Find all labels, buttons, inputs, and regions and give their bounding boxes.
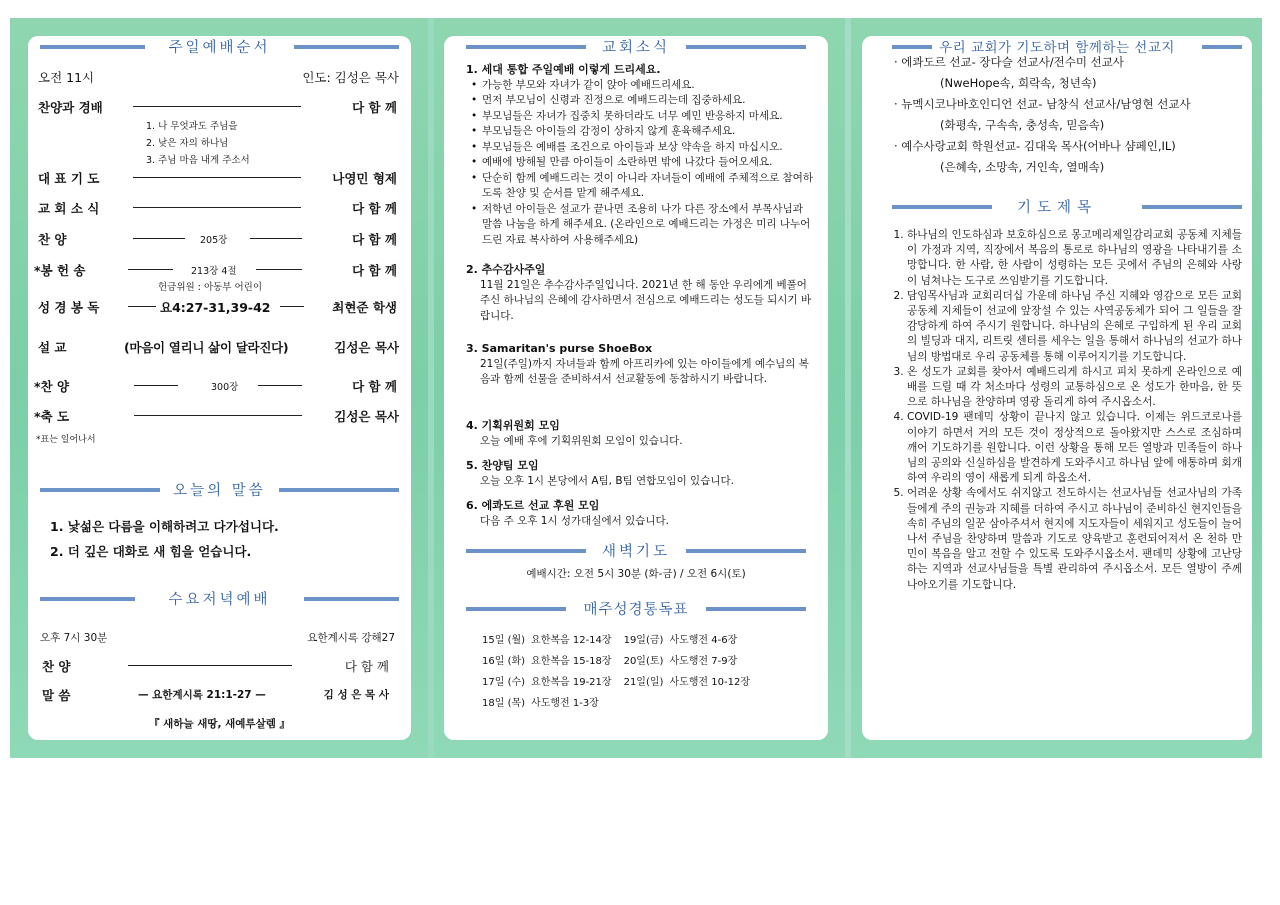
word-item: 1. 낯섦은 다름을 이해하려고 다가섭니다. [50, 519, 279, 534]
news-item: 3. Samaritan's purse ShoeBox 21일(주일)까지 자녀들과 함께 아프리카에 있는 아이들에게 예수님의 복음과 함께 선물을 준비하셔서 선교활동에 동참하시기 바랍니다. [466, 342, 809, 385]
evening-series: 요한계시록 강해27 [307, 632, 395, 644]
table-row: 15일 (월) 요한복음 12-14장 19일(금) 사도행전 4-6장 [482, 634, 738, 646]
song-list-item: 2. 낮은 자의 하나님 [146, 138, 229, 149]
prayer-list [894, 228, 1242, 593]
dawn-header [444, 540, 828, 560]
news-title: 교회소식 [596, 40, 676, 56]
song-list-item: 1. 나 무엇과도 주님을 [146, 121, 238, 132]
worship-order-title: 주일예배순서 [162, 40, 276, 56]
evening-header [28, 588, 411, 608]
worship-order-header [28, 36, 411, 56]
word-header [28, 479, 411, 499]
service-leader: 인도: 김성은 목사 [302, 70, 399, 85]
dawn-schedule: 예배시간: 오전 5시 30분 (화-금) / 오전 6시(토) [526, 568, 746, 580]
news-bullet: • 부모님들은 예배를 조건으로 아이들과 보상 약속을 하지 마십시오. [480, 140, 814, 156]
missions-title: 우리 교회가 기도하며 함께하는 선교지 [933, 40, 1181, 56]
prayer-item: 4. COVID-19 팬데믹 상황이 끝나지 않고 있습니다. 이제는 위드코로나를 이야기 하면서 거의 모든 것이 정상적으로 돌아왔지만 스스로 조심하며 깨어 기도하기를 원합니다. 이런 상황을 통해 모든 열방과 민족들이 하나님의 공의와 신실하심을 발견하게 도와주시고 하나님 앞에 애통하며 회개하여 우리의 영이 새롭게 되게 하옵소서. [907, 410, 1242, 486]
dawn-title: 새벽기도 [596, 544, 676, 560]
table-row: 16일 (화) 요한복음 15-18장 20일(토) 사도행전 7-9장 [482, 655, 738, 667]
evening-title: 수요저녁예배 [162, 592, 276, 608]
word-title: 오늘의 말씀 [167, 483, 272, 499]
prayer-item: 1. 하나님의 인도하심과 보호하심으로 몽고메리제일감리교회 공동체 지체들이 가정과 지역, 직장에서 복음의 통로로 하나님의 영광을 나타내기를 소망합니다. 한 사람, 한 사람이 성령하는 모든 곳에서 주님의 은혜와 사랑이 넘쳐나는 도구로 쓰임받기를 기도합니다. [907, 228, 1242, 289]
reading-header [444, 598, 828, 618]
bulletin-sheet [10, 18, 1262, 758]
worship-order-panel: 주일예배순서 오전 11시 인도: 김성은 목사 찬양과 경배 다 함 께 1. 나 무엇과도 주님을 2. 낮은 자의 하나님 3. 주님 마음 내게 주소서 대 표 기 도 나영민 형제 교 회 소 식 다 함 께 찬 양 205장 다 함 께 *봉 헌 송 213장 4절 다 함 께 헌금위원 : 아동부 어린이 성 경 봉 독 요4:27-31,39-42 최현준 학생 설 교 (마음이 열리니 삶이 달라진다) 김성은 목사 *찬 양 300장 다 함 께 *축 도 김성은 목사 *표는 일어나서 오늘의 말씀 1. 낯섦은 다름을 이해하려고 다가섭니다. 2. 더 깊은 대화로 새 힘을 얻습니다. 수요저녁예배 오후 7시 30분 요한계시록 강해27 찬 양 다 함 께 말 씀 — 요한계시록 21:1-27 — 김 성 은 목 사 『 새하늘 새땅, 새예루살렘 』 [28, 36, 411, 740]
missions-list [894, 52, 1242, 178]
news-bullet: • 단순히 함께 예배드리는 것이 아니라 자녀들이 예배에 주체적으로 참여하도록 찬양 및 순서를 맡게 해주세요. [480, 171, 814, 202]
prayer-item: 5. 어려운 상황 속에서도 쉬지않고 전도하시는 선교사님들 선교사님의 가족들에게 주의 권능과 지혜를 더하여 주시고 하나님이 준비하신 현지인들을 속히 주님의 일꾼 삼아주셔서 현지에 지도자들이 세워지고 성도들이 늘어나서 주님을 찬양하며 말씀과 기도로 양육받고 훈련되어져서 온 천하 만민이 복음을 알고 전할 수 있도록 도와주시옵소서. 팬데믹 상황에 고난당하는 지역과 선교사님들을 특별 관리하여 주시옵소서. 모든 열방이 주께 나아오기를 기도합니다. [907, 486, 1242, 592]
news-bullet: • 저학년 아이들은 설교가 끝나면 조용히 나가 다른 장소에서 부목사님과 말씀 나눔을 하게 해주세요. (온라인으로 예배드리는 가정은 미리 나누어드린 자료 복사하여 사용해주세요) [480, 202, 814, 249]
prayer-item: 2. 담임목사님과 교회리더십 가운데 하나님 주신 지혜와 영감으로 모든 교회공동체 지체들이 선교에 앞장설 수 있는 사역공동체가 되어 그 일들을 잘 감당하게 하여 주시기 원합니다. 하나님의 은혜로 구입하게 된 우리 교회의 빌딩과 대지, 리트릿 센터를 세우는 일을 통해서 하나님의 선교가 하나님의 방법대로 우리 공동체를 통해 이루어지기를 기도합니다. [907, 289, 1242, 365]
table-row: 17일 (수) 요한복음 19-21장 21일(일) 사도행전 10-12장 [482, 676, 750, 688]
service-time: 오전 11시 [38, 70, 95, 85]
standing-footnote: *표는 일어나서 [36, 435, 96, 445]
news-item: 5. 찬양팀 모임 오늘 오후 1시 본당에서 A팀, B팀 연합모임이 있습니다. [466, 459, 734, 487]
news-bullet: • 예배에 방해될 만큼 아이들이 소란하면 밖에 나갔다 들어오세요. [480, 155, 814, 171]
offering-note: 헌금위원 : 아동부 어린이 [158, 282, 263, 293]
prayer-title: 기도제목 [1011, 200, 1103, 216]
reading-table [482, 628, 756, 712]
song-list-item: 3. 주님 마음 내게 주소서 [146, 155, 250, 166]
prayer-item: 3. 온 성도가 교회를 찾아서 예배드리게 하시고 피치 못하게 온라인으로 예배를 드릴 때 각 처소마다 성령의 교통하심으로 온 성도가 한마음, 한 뜻으로 하나님을 찬양하며 영광 돌리게 하여 주시옵소서. [907, 365, 1242, 411]
prayer-header [862, 196, 1252, 216]
news-header [444, 36, 828, 56]
news-bullet: • 부모님들은 자녀가 집중치 못하더라도 너무 예민 반응하지 마세요. [480, 109, 814, 125]
table-row: 18일 (목) 사도행전 1-3장 [482, 697, 599, 709]
fold-divider-right [845, 18, 851, 758]
mission-item: · 에콰도르 선교- 장다슬 선교사/전수미 선교사 (NweHope속, 희락속, 청년속) [894, 55, 1124, 90]
news-bullet: • 먼저 부모님이 신령과 진정으로 예배드리는데 집중하세요. [480, 93, 814, 109]
news-item: 6. 에콰도르 선교 후원 모임 다음 주 오후 1시 성가대실에서 있습니다. [466, 499, 669, 527]
missions-prayer-panel [862, 36, 1252, 740]
news-item: 1. 세대 통합 주일예배 이렇게 드리세요. • 가능한 부모와 자녀가 같이 앉아 예배드리세요. • 먼저 부모님이 신령과 진정으로 예배드리는데 집중하세요. • 부모님들은 자녀가 집중치 못하더라도 너무 예민 반응하지 마세요. • 부모님들은 아이들의 감정이 상하지 않게 훈육해주세요. • 부모님들은 예배를 조건으로 아이들과 보상 약속을 하지 마십시오. • 예배에 방해될 만큼 아이들이 소란하면 밖에 나갔다 들어오세요. • 단순히 함께 예배드리는 것이 아니라 자녀들이 예배에 주체적으로 참여하도록 찬양 및 순서를 맡게 해주세요. • 저학년 아이들은 설교가 끝나면 조용히 나가 다른 장소에서 부목사님과 말씀 나눔을 하게 해주세요. (온라인으로 예배드리는 가정은 미리 나누어드린 자료 복사하여 사용해주세요) [466, 62, 814, 248]
news-item: 4. 기획위원회 모임 오늘 예배 후에 기획위원회 모임이 있습니다. [466, 419, 683, 447]
news-item: 2. 추수감사주일 11월 21일은 추수감사주일입니다. 2021년 한 해 동안 우리에게 베풀어주신 하나님의 은혜에 감사하면서 전심으로 예배드리는 성도들 되시기 바랍니다. [466, 263, 811, 322]
word-item: 2. 더 깊은 대화로 새 힘을 얻습니다. [50, 544, 252, 559]
news-bullet: • 부모님들은 아이들의 감정이 상하지 않게 훈육해주세요. [480, 124, 814, 140]
evening-time: 오후 7시 30분 [40, 632, 108, 644]
reading-title: 매주성경통독표 [577, 602, 694, 618]
church-news-panel [444, 36, 828, 740]
evening-sermon-title: 『 새하늘 새땅, 새예루살렘 』 [148, 718, 291, 730]
mission-item: · 뉴멕시코나바호인디언 선교- 남창식 선교사/남영현 선교사 (화평속, 구속속, 충성속, 믿음속) [894, 97, 1191, 132]
news-bullet: • 가능한 부모와 자녀가 같이 앉아 예배드리세요. [480, 78, 814, 94]
mission-item: · 예수사랑교회 학원선교- 김대욱 목사(어바나 샴페인,IL) (은혜속, 소망속, 거인속, 열매속) [894, 139, 1176, 174]
fold-divider-left [428, 18, 434, 758]
